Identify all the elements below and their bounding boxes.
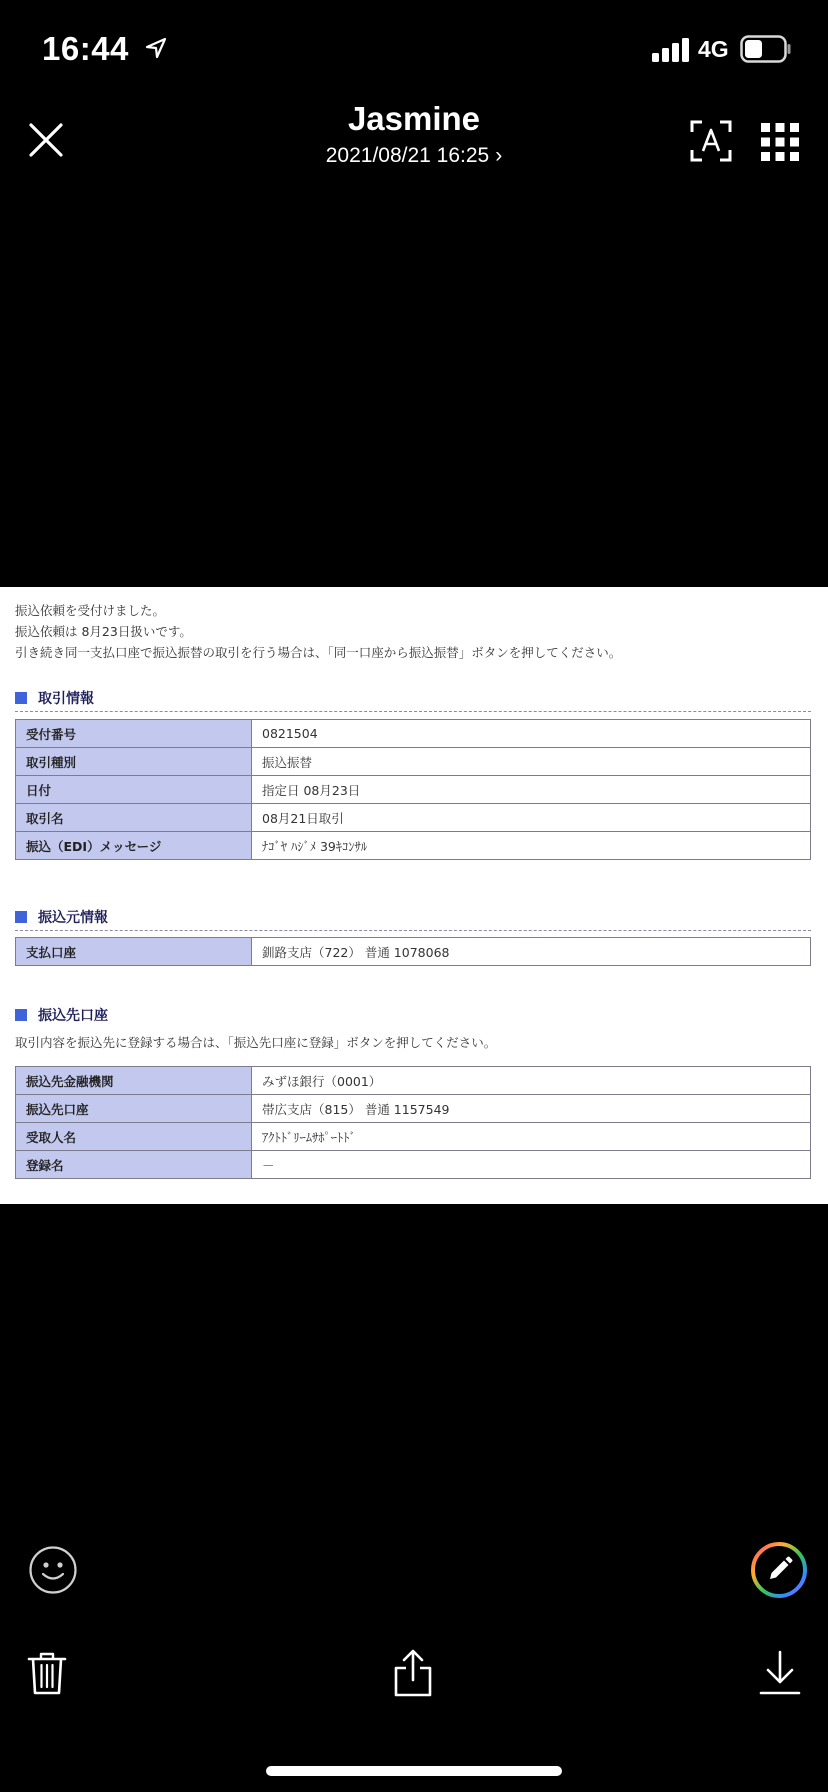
row-label: 支払口座 xyxy=(16,938,252,966)
row-value: 08月21日取引 xyxy=(252,804,811,832)
notice-line: 振込依頼は 8月23日扱いです。 xyxy=(15,624,192,639)
table-row xyxy=(16,1151,811,1179)
row-label: 取引種別 xyxy=(16,748,252,776)
section-heading-source xyxy=(15,907,108,927)
table-row xyxy=(16,748,811,776)
row-label: 振込（EDI）メッセージ xyxy=(16,832,252,860)
section-note: 取引内容を振込先に登録する場合は、「振込先口座に登録」ボタンを押してください。 xyxy=(15,1035,497,1050)
row-label: 受付番号 xyxy=(16,720,252,748)
table-row xyxy=(16,1067,811,1095)
section-title: 取引情報 xyxy=(38,691,94,707)
divider xyxy=(15,711,811,712)
photo-sender-title: Jasmine xyxy=(347,100,481,137)
row-value: みずほ銀行（0001） xyxy=(252,1067,811,1095)
square-marker-icon xyxy=(15,1009,27,1021)
square-marker-icon xyxy=(15,692,27,704)
row-value: ｱｸﾄﾄﾞﾘｰﾑｻﾎﾟｰﾄﾄﾞ xyxy=(252,1123,811,1151)
source-info-table xyxy=(15,937,811,966)
section-heading-destination xyxy=(15,1005,108,1025)
download-icon[interactable] xyxy=(758,1650,802,1696)
grid-icon[interactable] xyxy=(760,122,800,162)
row-label: 登録名 xyxy=(16,1151,252,1179)
row-label: 取引名 xyxy=(16,804,252,832)
status-bar xyxy=(0,0,828,100)
chevron-right-icon: › xyxy=(495,144,503,167)
section-title: 振込先口座 xyxy=(38,1008,108,1024)
text-scan-icon[interactable] xyxy=(690,120,732,162)
row-label: 振込先金融機関 xyxy=(16,1067,252,1095)
location-arrow-icon xyxy=(144,36,168,60)
home-indicator[interactable] xyxy=(266,1766,562,1776)
battery-icon xyxy=(740,35,792,63)
table-row xyxy=(16,1123,811,1151)
table-row xyxy=(16,720,811,748)
markup-pen-icon[interactable] xyxy=(749,1540,809,1600)
trash-icon[interactable] xyxy=(26,1650,68,1696)
row-value: 振込振替 xyxy=(252,748,811,776)
shared-document-image xyxy=(0,587,828,1204)
row-label: 振込先口座 xyxy=(16,1095,252,1123)
notice-text xyxy=(15,600,621,663)
row-value: － xyxy=(252,1151,811,1179)
table-row xyxy=(16,776,811,804)
row-label: 日付 xyxy=(16,776,252,804)
transaction-info-table xyxy=(15,719,811,860)
photo-datetime: 2021/08/21 16:25 xyxy=(325,144,490,167)
emoji-icon[interactable] xyxy=(28,1545,78,1595)
row-value: 0821504 xyxy=(252,720,811,748)
table-row xyxy=(16,938,811,966)
row-value: 釧路支店（722） 普通 1078068 xyxy=(252,938,811,966)
row-label: 受取人名 xyxy=(16,1123,252,1151)
section-heading-transaction xyxy=(15,688,94,708)
row-value: 帯広支店（815） 普通 1157549 xyxy=(252,1095,811,1123)
section-title: 振込元情報 xyxy=(38,910,108,926)
table-row xyxy=(16,804,811,832)
notice-line: 引き続き同一支払口座で振込振替の取引を行う場合は、「同一口座から振込振替」ボタンを押してください。 xyxy=(15,645,622,660)
row-value: 指定日 08月23日 xyxy=(252,776,811,804)
table-row xyxy=(16,1095,811,1123)
share-icon[interactable] xyxy=(392,1648,434,1698)
status-time: 16:44 xyxy=(42,30,129,67)
destination-info-table xyxy=(15,1066,811,1179)
table-row xyxy=(16,832,811,860)
network-type: 4G xyxy=(698,36,729,62)
notice-line: 振込依頼を受付けました。 xyxy=(15,603,166,618)
divider xyxy=(15,930,811,931)
square-marker-icon xyxy=(15,911,27,923)
row-value: ﾅｺﾞﾔ ﾊｼﾞﾒ 39ｷｺﾝｻﾙ xyxy=(252,832,811,860)
signal-bars-icon xyxy=(652,38,692,62)
